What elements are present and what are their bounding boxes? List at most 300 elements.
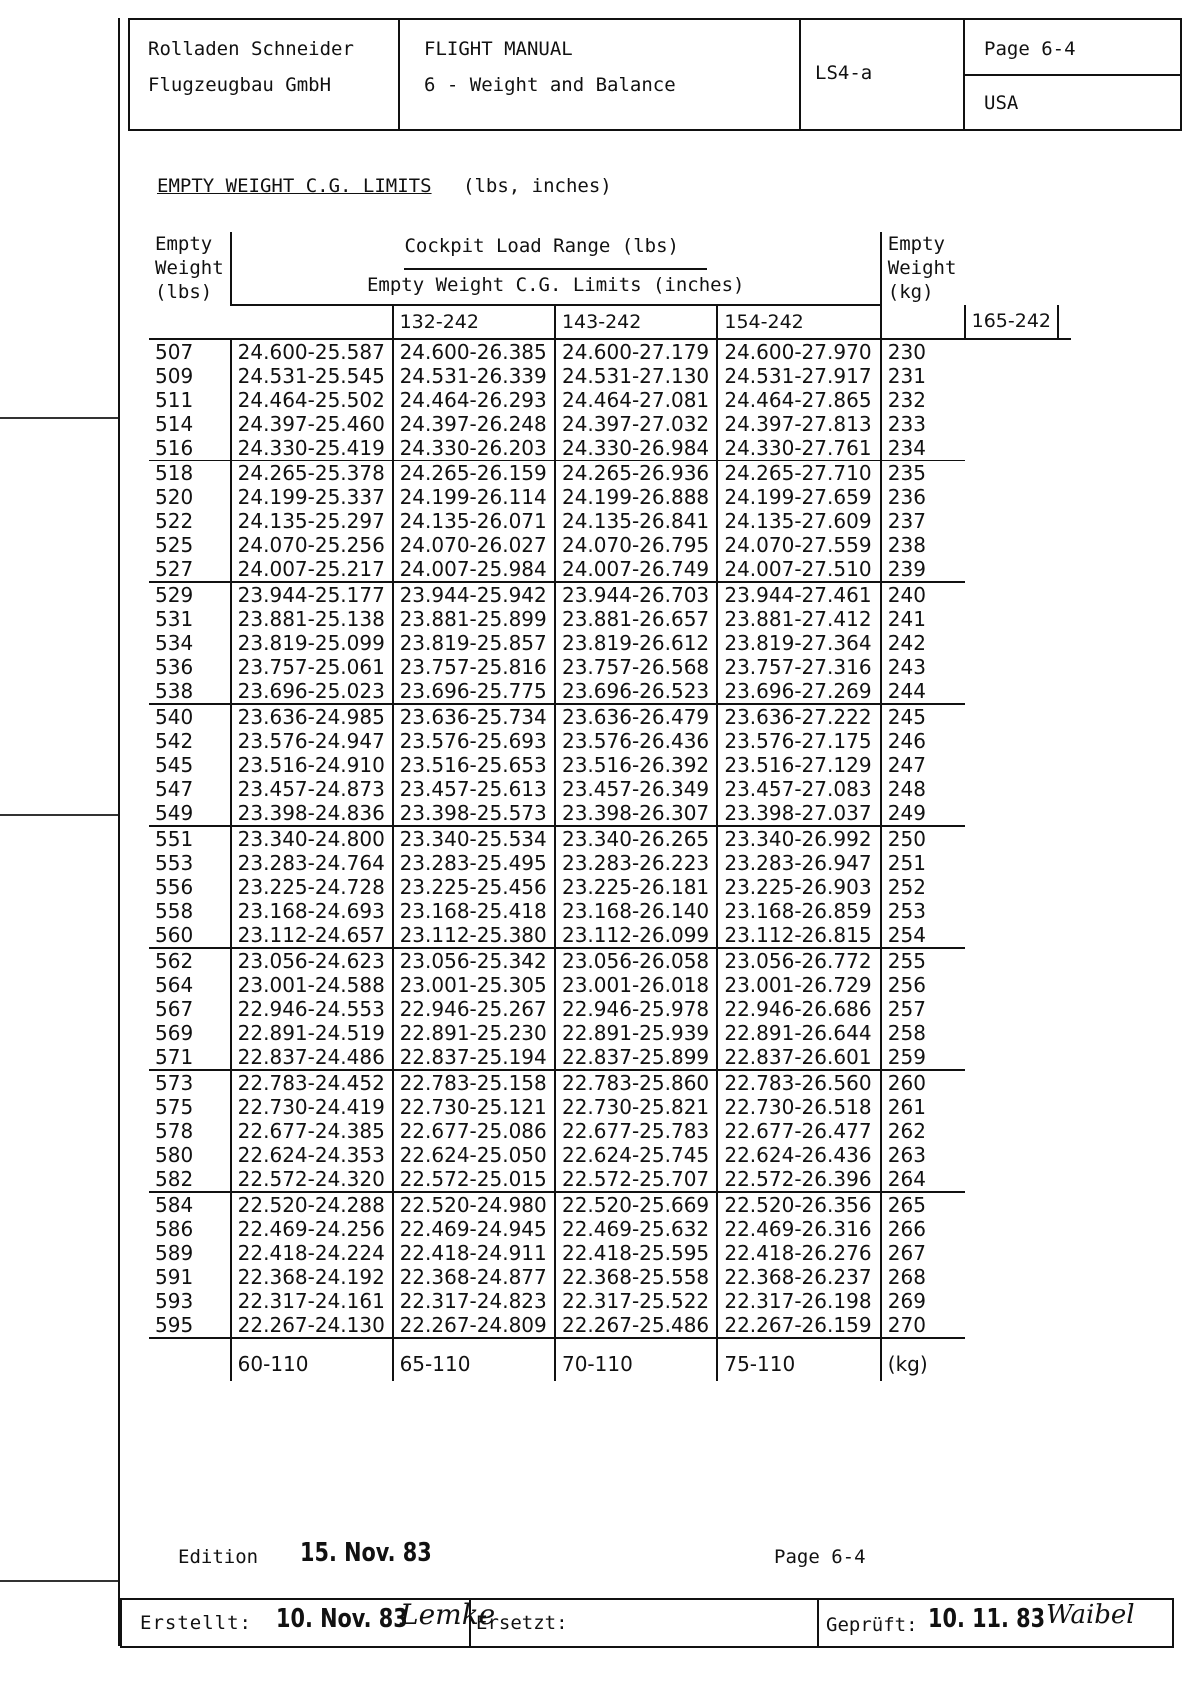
table-row [149,826,1071,851]
cg-limit: 22.783-24.452 [231,1070,393,1095]
empty-weight-lbs: 549 [149,801,231,826]
empty-weight-kg: 230 [881,339,965,364]
empty-weight-kg: 240 [881,582,965,607]
cg-limit: 23.225-25.456 [393,875,555,899]
empty-weight-lbs: 540 [155,705,194,729]
cg-limit: 23.225-26.903 [717,875,880,899]
empty-weight-lbs: 547 [155,777,194,801]
cg-limit: 24.135-26.071 [393,509,555,533]
cg-limit: 23.576-24.947 [231,729,393,753]
cg-limit: 22.267-24.809 [393,1313,555,1338]
cg-limit: 22.677-26.477 [717,1119,880,1143]
cg-limit: 23.696-26.523 [555,679,717,704]
empty-weight-lbs-heading [149,232,231,339]
geprueft-date: 10. 11. 83 [928,1604,1046,1634]
company-name: Rolladen Schneider [148,38,354,60]
load-range-kg-row [149,1338,1071,1381]
page-left-border [118,18,120,1646]
table-row [149,509,1071,533]
cg-limit: 23.283-24.764 [231,851,393,875]
empty-weight-lbs: 518 [155,461,194,485]
table-row [149,582,1071,607]
manual-title: FLIGHT MANUAL [424,38,573,60]
heading-line: Weight [155,257,224,279]
cg-limit: 23.819-25.099 [231,631,393,655]
empty-weight-kg: 244 [881,679,965,704]
cg-limit: 22.368-24.877 [393,1265,555,1289]
empty-weight-lbs: 511 [155,388,194,412]
cg-limit: 23.696-25.023 [231,679,393,704]
table-header-row [149,232,1071,305]
cg-limit: 23.516-25.653 [393,753,555,777]
empty-weight-kg: 257 [881,997,965,1021]
cg-limit: 23.056-25.342 [393,948,555,973]
empty-weight-lbs: 575 [155,1095,194,1119]
erstellt-signature: Lemke [400,1598,496,1631]
empty-weight-lbs: 507 [155,340,194,364]
cg-limit: 22.572-24.320 [231,1167,393,1192]
table-row [149,948,1071,973]
table-row [149,1313,1071,1338]
cg-limit: 23.398-27.037 [717,801,880,826]
cg-limit: 23.283-25.495 [393,851,555,875]
section-title [157,175,612,197]
empty-weight-kg: 245 [881,704,965,729]
cg-limit: 22.469-25.632 [555,1217,717,1241]
cg-limit: 24.464-27.865 [717,388,880,412]
empty-weight-lbs: 580 [155,1143,194,1167]
cg-limit: 24.464-27.081 [555,388,717,412]
footer-page-number: Page 6-4 [774,1546,866,1568]
cg-limit: 23.944-27.461 [717,582,880,607]
empty-weight-kg: 232 [881,388,965,412]
empty-weight-kg: 260 [881,1070,965,1095]
empty-weight-kg: 239 [881,557,965,582]
cg-limit: 23.001-26.729 [717,973,880,997]
table-row [149,631,1071,655]
empty-weight-lbs: 531 [155,607,194,631]
cg-limit: 23.516-26.392 [555,753,717,777]
empty-weight-kg: 252 [881,875,965,899]
cg-limit: 22.572-26.396 [717,1167,880,1192]
table-row [149,1217,1071,1241]
cg-limit: 23.457-24.873 [231,777,393,801]
cg-limit: 22.317-24.823 [393,1289,555,1313]
erstellt-date: 10. Nov. 83 [276,1604,408,1634]
geprueft-signature: Waibel [1046,1600,1135,1630]
table-row [149,557,1071,582]
empty-weight-kg: 265 [881,1192,965,1217]
empty-weight-lbs: 593 [155,1289,194,1313]
empty-weight-kg: 242 [881,631,965,655]
cg-limit: 23.168-26.859 [717,899,880,923]
cg-limit: 24.600-26.385 [393,339,555,364]
cg-limit: 23.636-27.222 [717,704,880,729]
cg-limit: 24.397-26.248 [393,412,555,436]
empty-weight-lbs: 520 [155,485,194,509]
table-row [149,607,1071,631]
cg-limit: 23.398-25.573 [393,801,555,826]
load-range-kg: 60-110 [231,1338,393,1381]
cg-limit: 22.418-25.595 [555,1241,717,1265]
table-row [149,679,1071,704]
table-row [149,899,1071,923]
cg-limit: 23.757-27.316 [717,655,880,679]
cg-limit: 23.168-24.693 [231,899,393,923]
cockpit-load-range-label: Cockpit Load Range (lbs) [404,232,707,270]
cg-limit: 22.267-26.159 [717,1313,880,1338]
cg-limit: 23.056-26.058 [555,948,717,973]
cg-limit: 23.576-27.175 [717,729,880,753]
empty-weight-kg: 237 [881,509,965,533]
cg-limit: 23.340-24.800 [231,826,393,851]
empty-weight-lbs: 538 [149,679,231,704]
cg-limit: 23.636-25.734 [393,704,555,729]
cg-limit: 23.576-25.693 [393,729,555,753]
cg-limit: 22.317-24.161 [231,1289,393,1313]
cg-limit: 23.819-27.364 [717,631,880,655]
load-range-kg: 75-110 [717,1338,880,1381]
cg-limit: 23.636-24.985 [231,704,393,729]
cg-limit: 24.600-27.179 [555,339,717,364]
ersetzt-label: Ersetzt: [476,1612,568,1634]
cg-limit: 23.001-26.018 [555,973,717,997]
table-row [149,704,1071,729]
cg-limit: 22.624-26.436 [717,1143,880,1167]
cg-limit: 22.946-24.553 [231,997,393,1021]
section-title-text: EMPTY WEIGHT C.G. LIMITS [157,175,432,197]
empty-weight-lbs: 551 [155,827,194,851]
empty-weight-lbs: 573 [155,1071,194,1095]
cg-limit: 22.624-24.353 [231,1143,393,1167]
empty-weight-lbs: 556 [155,875,194,899]
cg-limit: 23.757-25.061 [231,655,393,679]
cg-limit: 24.397-27.032 [555,412,717,436]
cg-limit: 23.056-26.772 [717,948,880,973]
cg-limit: 24.070-27.559 [717,533,880,557]
cg-limit: 23.944-25.942 [393,582,555,607]
cg-limit: 23.757-25.816 [393,655,555,679]
empty-weight-lbs: 595 [149,1313,231,1338]
cg-limit: 23.944-26.703 [555,582,717,607]
cg-limit: 23.457-25.613 [393,777,555,801]
cg-limit: 23.881-25.138 [231,607,393,631]
cg-limit: 22.317-25.522 [555,1289,717,1313]
cg-limit: 22.572-25.707 [555,1167,717,1192]
cg-limit: 22.783-26.560 [717,1070,880,1095]
cg-limit: 24.007-25.217 [231,557,393,582]
cg-limit: 22.677-24.385 [231,1119,393,1143]
cg-limit: 24.330-25.419 [231,436,393,461]
cg-limit: 22.730-25.121 [393,1095,555,1119]
table-row [149,1045,1071,1070]
cg-limit: 23.757-26.568 [555,655,717,679]
empty-weight-kg: 238 [881,533,965,557]
model-name: LS4-a [815,62,873,84]
cg-limit: 22.730-26.518 [717,1095,880,1119]
cg-limit: 22.946-25.978 [555,997,717,1021]
empty-weight-kg: 250 [881,826,965,851]
cg-limit: 24.199-27.659 [717,485,880,509]
cg-limit: 22.677-25.783 [555,1119,717,1143]
cg-limit: 23.225-24.728 [231,875,393,899]
empty-weight-lbs: 545 [155,753,194,777]
cg-limit: 22.837-25.899 [555,1045,717,1070]
empty-weight-kg: 249 [881,801,965,826]
cg-limit: 22.368-24.192 [231,1265,393,1289]
margin-mark [0,1580,120,1582]
cg-limit: 23.283-26.223 [555,851,717,875]
empty-weight-lbs: 558 [155,899,194,923]
table-row [149,436,1071,461]
load-range-kg: 70-110 [555,1338,717,1381]
empty-weight-kg: 243 [881,655,965,679]
table-row [149,412,1071,436]
table-row [149,1265,1071,1289]
edition-date: 15. Nov. 83 [300,1538,432,1568]
empty-weight-lbs: 584 [155,1193,194,1217]
cg-limit: 22.891-25.230 [393,1021,555,1045]
heading-line: Empty [887,233,945,255]
heading-line: (lbs) [155,281,213,303]
table-row [149,339,1071,364]
cg-limit: 24.397-25.460 [231,412,393,436]
cg-limit: 24.199-26.888 [555,485,717,509]
geprueft-label: Geprüft: [826,1614,918,1636]
load-range-kg: 65-110 [393,1338,555,1381]
cg-limit: 23.881-27.412 [717,607,880,631]
load-range-lbs: 154-242 [717,305,880,339]
cg-limit: 22.783-25.158 [393,1070,555,1095]
empty-weight-kg: 264 [881,1167,965,1192]
cg-limit: 22.267-24.130 [231,1313,393,1338]
heading-line: Weight [887,257,957,279]
empty-weight-lbs: 553 [155,851,194,875]
load-range-lbs: 165-242 [965,305,1058,339]
cg-limit: 23.576-26.436 [555,729,717,753]
empty-weight-lbs: 564 [155,973,194,997]
blank-cell [231,305,393,339]
empty-weight-lbs: 516 [149,436,231,461]
empty-weight-kg: 247 [881,753,965,777]
heading-line: Empty [155,233,213,255]
cg-limit: 24.070-25.256 [231,533,393,557]
cg-limit: 24.531-26.339 [393,364,555,388]
cg-limit: 24.135-25.297 [231,509,393,533]
manual-section: 6 - Weight and Balance [424,74,676,96]
load-range-heading [231,232,881,305]
cg-limit: 23.881-26.657 [555,607,717,631]
heading-line: (kg) [887,281,934,303]
cg-limit: 22.730-25.821 [555,1095,717,1119]
cg-limit: 23.168-25.418 [393,899,555,923]
cg-limit: 23.819-26.612 [555,631,717,655]
cg-limit: 22.946-25.267 [393,997,555,1021]
load-range-lbs: 143-242 [555,305,717,339]
cg-limit: 22.946-26.686 [717,997,880,1021]
table-row [149,997,1071,1021]
cg-limit: 24.330-26.984 [555,436,717,461]
empty-weight-lbs: 569 [155,1021,194,1045]
cg-limit: 24.070-26.795 [555,533,717,557]
cg-limit: 24.330-27.761 [717,436,880,461]
empty-weight-kg: 259 [881,1045,965,1070]
load-range-lbs: 132-242 [393,305,555,339]
cg-limit: 23.168-26.140 [555,899,717,923]
cg-limit: 22.520-25.669 [555,1192,717,1217]
empty-weight-kg: 255 [881,948,965,973]
cg-limit: 24.199-25.337 [231,485,393,509]
empty-weight-kg: 241 [881,607,965,631]
empty-weight-lbs: 529 [155,583,194,607]
cg-limit: 23.225-26.181 [555,875,717,899]
cg-limit: 23.457-26.349 [555,777,717,801]
cg-limit: 23.696-27.269 [717,679,880,704]
cg-limit: 22.317-26.198 [717,1289,880,1313]
cg-limit: 24.199-26.114 [393,485,555,509]
cg-limit: 23.056-24.623 [231,948,393,973]
empty-weight-kg: 266 [881,1217,965,1241]
cg-limit: 23.636-26.479 [555,704,717,729]
empty-weight-kg: 233 [881,412,965,436]
empty-weight-kg: 234 [881,436,965,461]
empty-weight-lbs: 571 [149,1045,231,1070]
table-row [149,875,1071,899]
empty-weight-kg: 268 [881,1265,965,1289]
empty-weight-kg: 270 [881,1313,965,1338]
cg-limit: 24.265-26.936 [555,461,717,486]
table-row [149,1167,1071,1192]
cg-limit: 23.398-26.307 [555,801,717,826]
cg-limit: 24.070-26.027 [393,533,555,557]
cg-limit: 24.265-27.710 [717,461,880,486]
cg-limit: 24.330-26.203 [393,436,555,461]
table-row [149,1021,1071,1045]
cg-limit: 22.418-26.276 [717,1241,880,1265]
edition-label: Edition [178,1546,259,1568]
cg-limit: 23.001-25.305 [393,973,555,997]
cg-limit: 22.837-24.486 [231,1045,393,1070]
cg-limit: 22.520-26.356 [717,1192,880,1217]
cg-limit: 23.696-25.775 [393,679,555,704]
empty-weight-kg: 262 [881,1119,965,1143]
empty-weight-lbs: 589 [155,1241,194,1265]
table-row [149,729,1071,753]
cg-limit: 22.572-25.015 [393,1167,555,1192]
cg-limit: 24.464-26.293 [393,388,555,412]
cg-limit: 23.516-27.129 [717,753,880,777]
cg-limit: 22.891-25.939 [555,1021,717,1045]
empty-weight-lbs: 522 [155,509,194,533]
cg-limit: 23.398-24.836 [231,801,393,826]
table-row [149,1192,1071,1217]
empty-weight-lbs: 586 [155,1217,194,1241]
empty-weight-lbs: 578 [155,1119,194,1143]
cg-limit: 23.283-26.947 [717,851,880,875]
empty-weight-kg: 256 [881,973,965,997]
blank-cell [1058,305,1071,339]
empty-weight-lbs: 562 [155,949,194,973]
margin-mark [0,417,120,419]
table-row [149,801,1071,826]
cg-limits-table [149,232,1071,1381]
table-row [149,1241,1071,1265]
margin-mark [0,814,120,816]
empty-weight-lbs: 536 [155,655,194,679]
section-title-units: (lbs, inches) [463,175,612,197]
empty-weight-lbs: 527 [149,557,231,582]
empty-weight-lbs: 542 [155,729,194,753]
cg-limit: 22.891-26.644 [717,1021,880,1045]
table-row [149,655,1071,679]
cg-limit: 24.397-27.813 [717,412,880,436]
cg-limit: 23.944-25.177 [231,582,393,607]
cg-limit: 22.368-26.237 [717,1265,880,1289]
cg-limit: 24.600-27.970 [717,339,880,364]
cg-limit: 22.730-24.419 [231,1095,393,1119]
header-page-number: Page 6-4 [984,38,1076,60]
cg-limit: 22.624-25.745 [555,1143,717,1167]
cg-limit: 24.007-25.984 [393,557,555,582]
empty-weight-kg: 251 [881,851,965,875]
empty-weight-kg: 267 [881,1241,965,1265]
cg-limits-label: Empty Weight C.G. Limits (inches) [366,274,745,296]
cg-limit: 23.881-25.899 [393,607,555,631]
empty-weight-kg: 261 [881,1095,965,1119]
table-row [149,1119,1071,1143]
cg-limit: 24.265-26.159 [393,461,555,486]
cg-limit: 22.368-25.558 [555,1265,717,1289]
empty-weight-kg: 254 [881,923,965,948]
table-row [149,753,1071,777]
table-row [149,461,1071,486]
empty-weight-kg: 269 [881,1289,965,1313]
cg-limit: 22.469-24.945 [393,1217,555,1241]
empty-weight-lbs: 514 [155,412,194,436]
cg-limit: 24.007-27.510 [717,557,880,582]
cg-limit: 22.469-24.256 [231,1217,393,1241]
kg-unit: (kg) [881,1338,965,1381]
empty-weight-kg: 258 [881,1021,965,1045]
cg-limit: 23.001-24.588 [231,973,393,997]
empty-weight-lbs: 591 [155,1265,194,1289]
cg-limit: 24.600-25.587 [231,339,393,364]
cg-limit: 23.340-26.265 [555,826,717,851]
cg-limit: 24.135-26.841 [555,509,717,533]
empty-weight-lbs: 534 [155,631,194,655]
cg-limit: 22.267-25.486 [555,1313,717,1338]
table-row [149,923,1071,948]
cg-limit: 23.516-24.910 [231,753,393,777]
cg-limit: 22.677-25.086 [393,1119,555,1143]
cg-limit: 23.112-24.657 [231,923,393,948]
table-row [149,364,1071,388]
cg-limit: 24.531-27.130 [555,364,717,388]
cg-limit: 23.340-25.534 [393,826,555,851]
empty-weight-kg: 235 [881,461,965,486]
company-name-line2: Flugzeugbau GmbH [148,74,332,96]
cg-limit: 23.112-26.815 [717,923,880,948]
table-row [149,1289,1071,1313]
empty-weight-lbs: 525 [155,533,194,557]
cg-limit: 24.135-27.609 [717,509,880,533]
cg-limit: 22.520-24.288 [231,1192,393,1217]
cg-limit: 23.340-26.992 [717,826,880,851]
cg-limit: 22.891-24.519 [231,1021,393,1045]
approval-divider [817,1598,819,1648]
cg-limit: 22.520-24.980 [393,1192,555,1217]
cg-limit: 22.418-24.911 [393,1241,555,1265]
